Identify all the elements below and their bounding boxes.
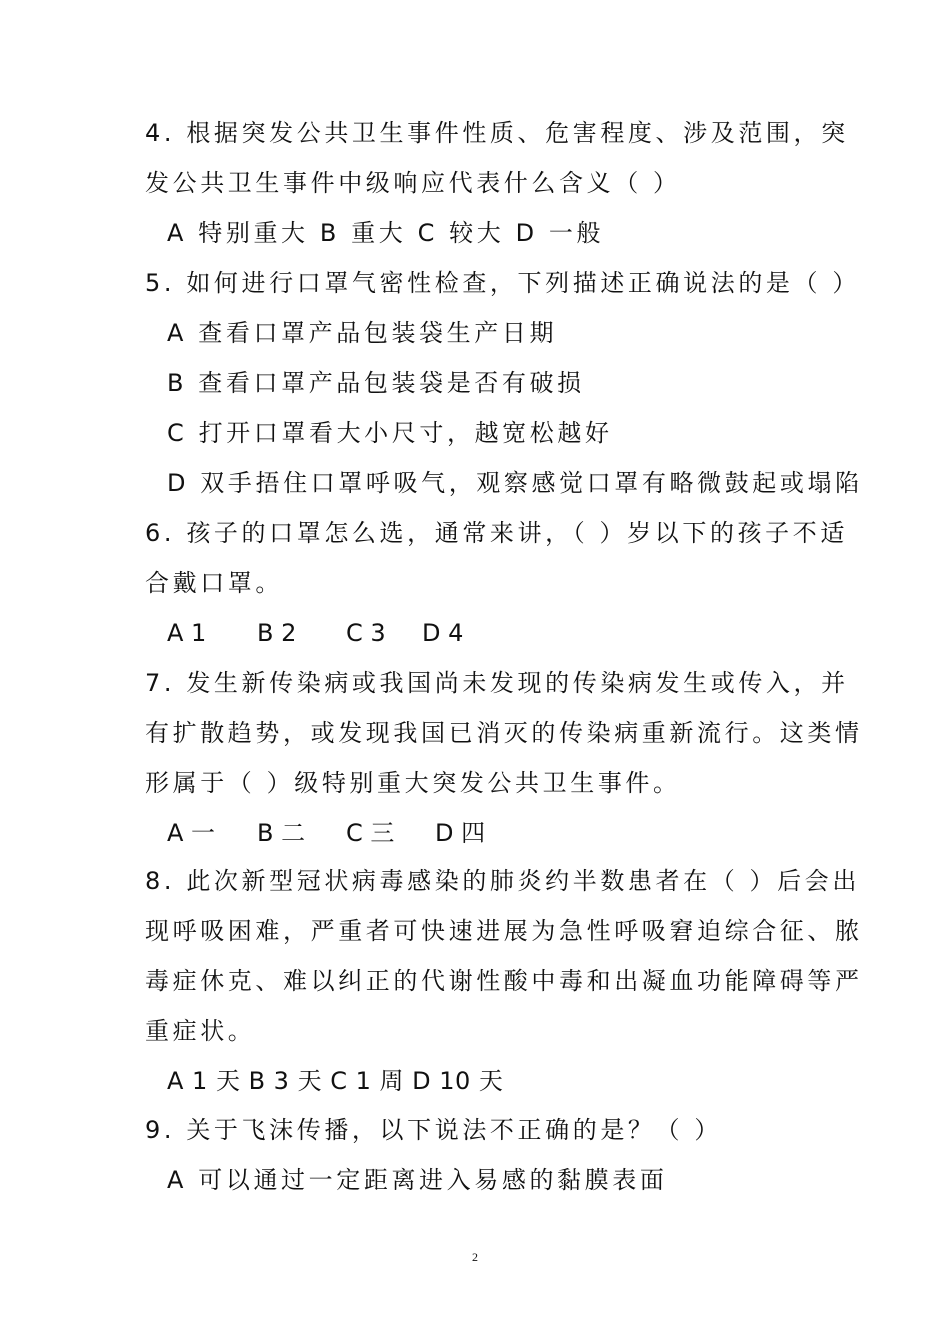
question-6-option-c: C 3: [346, 619, 386, 647]
question-8-options: A 1 天 B 3 天 C 1 周 D 10 天: [167, 1067, 504, 1095]
question-7-option-d: D 四: [435, 819, 486, 847]
question-5-option-c: C 打开口罩看大小尺寸，越宽松越好: [167, 419, 613, 447]
question-4-line-1: 4. 根据突发公共卫生事件性质、危害程度、涉及范围，突: [145, 119, 849, 147]
question-5-option-a: A 查看口罩产品包装袋生产日期: [167, 319, 558, 347]
question-6-line-2: 合戴口罩。: [145, 569, 283, 597]
question-5-option-b: B 查看口罩产品包装袋是否有破损: [167, 369, 585, 397]
question-7-option-a: A 一: [167, 819, 216, 847]
question-6-option-d: D 4: [422, 619, 464, 647]
question-8-line-2: 现呼吸困难，严重者可快速进展为急性呼吸窘迫综合征、脓: [145, 917, 863, 945]
question-4-options: A 特别重大 B 重大 C 较大 D 一般: [167, 219, 605, 247]
question-7-line-2: 有扩散趋势，或发现我国已消灭的传染病重新流行。这类情: [145, 719, 863, 747]
question-7-option-b: B 二: [257, 819, 306, 847]
question-5-stem: 5. 如何进行口罩气密性检查，下列描述正确说法的是（ ）: [145, 269, 860, 297]
question-6-option-b: B 2: [257, 619, 297, 647]
page-number: 2: [472, 1250, 478, 1264]
question-6-line-1: 6. 孩子的口罩怎么选，通常来讲，（ ）岁以下的孩子不适: [145, 519, 848, 547]
question-5-option-d: D 双手捂住口罩呼吸气，观察感觉口罩有略微鼓起或塌陷: [167, 469, 863, 497]
question-8-line-4: 重症状。: [145, 1017, 256, 1045]
question-7-option-c: C 三: [346, 819, 395, 847]
question-8-line-1: 8. 此次新型冠状病毒感染的肺炎约半数患者在（ ）后会出: [145, 867, 860, 895]
question-9-stem: 9. 关于飞沫传播，以下说法不正确的是？（ ）: [145, 1116, 722, 1144]
question-9-option-a: A 可以通过一定距离进入易感的黏膜表面: [167, 1166, 668, 1194]
question-8-line-3: 毒症休克、难以纠正的代谢性酸中毒和出凝血功能障碍等严: [145, 967, 863, 995]
question-7-line-3: 形属于（ ）级特别重大突发公共卫生事件。: [145, 769, 681, 797]
question-7-line-1: 7. 发生新传染病或我国尚未发现的传染病发生或传入，并: [145, 669, 849, 697]
question-4-line-2: 发公共卫生事件中级响应代表什么含义（ ）: [145, 169, 681, 197]
question-6-option-a: A 1: [167, 619, 207, 647]
